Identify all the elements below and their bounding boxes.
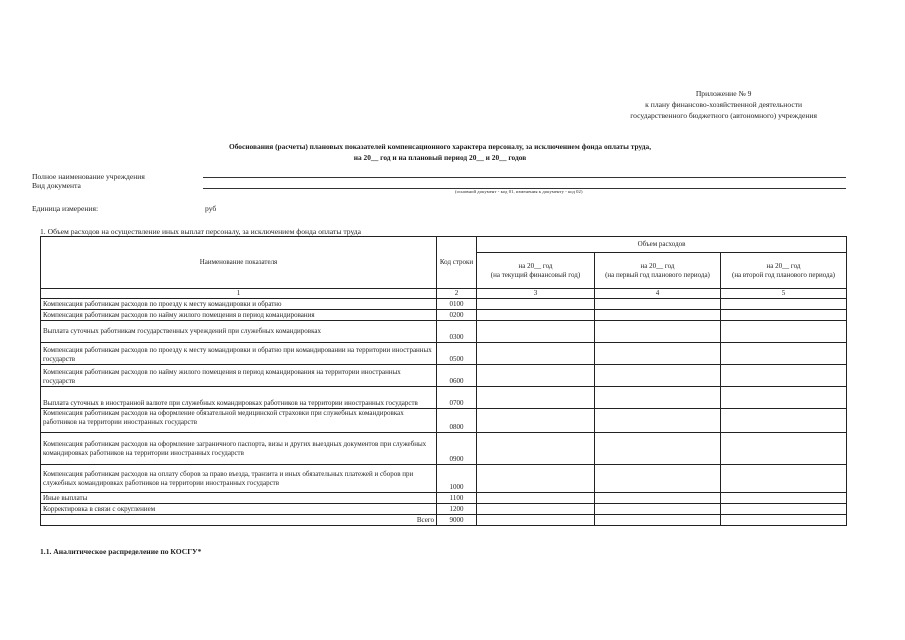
header-col4: на 20__ год (на первый год планового периода) — [595, 253, 721, 289]
cell-col3[interactable] — [477, 343, 595, 365]
row-name: Компенсация работникам расходов по проезду к месту командировки и обратно — [41, 299, 437, 310]
unit-label: Единица измерения: — [32, 204, 99, 213]
row-name: Компенсация работникам расходов по найму жилого помещения в период командирования на территории иностранных государств — [41, 365, 437, 387]
row-name: Выплата суточных работникам государственных учреждений при служебных командировках — [41, 321, 437, 343]
cell-col3[interactable] — [477, 504, 595, 515]
row-name: Компенсация работникам расходов по найму жилого помещения в период командирования — [41, 310, 437, 321]
appendix-line3: государственного бюджетного (автономного) учреждения — [630, 111, 817, 120]
col-number-2: 2 — [437, 289, 477, 299]
cell-col5[interactable] — [721, 343, 847, 365]
doc-type-label: Вид документа — [32, 181, 81, 190]
header-code: Код строки — [437, 237, 477, 289]
cell-col5[interactable] — [721, 299, 847, 310]
cell-col4[interactable] — [595, 493, 721, 504]
row-name: Корректировка в связи с округлением — [41, 504, 437, 515]
cell-col5[interactable] — [721, 433, 847, 465]
row-name: Компенсация работникам расходов на оформление заграничного паспорта, визы и других выездных документов при служебных командировках работников на территории иностранных государств — [41, 433, 437, 465]
col-number-3: 3 — [477, 289, 595, 299]
cell-col3[interactable] — [477, 310, 595, 321]
table-row — [41, 299, 847, 310]
row-code: 0700 — [437, 387, 477, 409]
cell-col4[interactable] — [595, 310, 721, 321]
total-code: 9000 — [437, 515, 477, 526]
table-row — [41, 465, 847, 493]
row-name: Компенсация работникам расходов на оплату сборов за право въезда, транзита и иных обязательных платежей и сборов при служебных командировках работников на территории иностранных государств — [41, 465, 437, 493]
cell-col4[interactable] — [595, 299, 721, 310]
cell-col4[interactable] — [595, 409, 721, 433]
header-name: Наименование показателя — [41, 237, 437, 289]
cell-col3[interactable] — [477, 365, 595, 387]
total-row — [41, 515, 847, 526]
cell-col3[interactable] — [477, 433, 595, 465]
cell-col5[interactable] — [721, 321, 847, 343]
total-label: Всего — [41, 515, 437, 526]
cell-col4[interactable] — [595, 343, 721, 365]
cell-col3[interactable] — [477, 387, 595, 409]
cell-col3[interactable] — [477, 465, 595, 493]
cell-col5[interactable] — [721, 493, 847, 504]
institution-line[interactable] — [203, 177, 846, 178]
cell-col3[interactable] — [477, 409, 595, 433]
doc-type-hint: (основной документ - код 01, изменения к документу - код 02) — [455, 189, 583, 194]
unit-value: руб — [205, 204, 217, 213]
header-volume: Объем расходов — [477, 237, 847, 253]
row-name: Выплата суточных в иностранной валюте при служебных командировках работников на территории иностранных государств — [41, 387, 437, 409]
row-code: 0500 — [437, 343, 477, 365]
row-code: 0800 — [437, 409, 477, 433]
row-code: 1200 — [437, 504, 477, 515]
row-code: 0200 — [437, 310, 477, 321]
row-code: 0300 — [437, 321, 477, 343]
cell-col3[interactable] — [477, 515, 595, 526]
cell-col5[interactable] — [721, 465, 847, 493]
document-title — [150, 141, 730, 163]
appendix-block — [630, 88, 817, 121]
cell-col4[interactable] — [595, 465, 721, 493]
table-row — [41, 433, 847, 465]
cell-col5[interactable] — [721, 310, 847, 321]
cell-col4[interactable] — [595, 387, 721, 409]
row-code: 0900 — [437, 433, 477, 465]
title-line2: на 20__ год и на плановый период 20__ и 20__ годов — [353, 153, 527, 162]
table-row — [41, 504, 847, 515]
table-row — [41, 310, 847, 321]
col-number-4: 4 — [595, 289, 721, 299]
table-row — [41, 409, 847, 433]
cell-col4[interactable] — [595, 504, 721, 515]
table-row — [41, 321, 847, 343]
table-row — [41, 387, 847, 409]
row-name: Иные выплаты — [41, 493, 437, 504]
row-code: 0100 — [437, 299, 477, 310]
section1-title: 1. Объем расходов на осуществление иных выплат персоналу, за исключением фонда оплаты труда — [40, 227, 361, 236]
title-line1: Обоснования (расчеты) плановых показателей компенсационного характера персоналу, за исключением фонда оплаты труда, — [228, 142, 652, 151]
cell-col5[interactable] — [721, 365, 847, 387]
cell-col3[interactable] — [477, 299, 595, 310]
cell-col5[interactable] — [721, 515, 847, 526]
section2-title: 1.1. Аналитическое распределение по КОСГУ* — [40, 547, 202, 556]
expenses-table — [40, 236, 847, 526]
cell-col3[interactable] — [477, 493, 595, 504]
table-row — [41, 343, 847, 365]
table-row — [41, 493, 847, 504]
row-code: 0600 — [437, 365, 477, 387]
cell-col5[interactable] — [721, 504, 847, 515]
col-number-5: 5 — [721, 289, 847, 299]
cell-col4[interactable] — [595, 321, 721, 343]
appendix-number: Приложение № 9 — [695, 89, 752, 98]
cell-col5[interactable] — [721, 409, 847, 433]
institution-label: Полное наименование учреждения — [32, 172, 145, 181]
cell-col4[interactable] — [595, 365, 721, 387]
table-row — [41, 365, 847, 387]
header-col3: на 20__ год (на текущий финансовый год) — [477, 253, 595, 289]
header-col5: на 20__ год (на второй год планового периода) — [721, 253, 847, 289]
cell-col3[interactable] — [477, 321, 595, 343]
cell-col4[interactable] — [595, 515, 721, 526]
row-name: Компенсация работникам расходов по проезду к месту командировки и обратно при командировании на территории иностранных государств — [41, 343, 437, 365]
col-number-1: 1 — [41, 289, 437, 299]
cell-col4[interactable] — [595, 433, 721, 465]
cell-col5[interactable] — [721, 387, 847, 409]
row-name: Компенсация работникам расходов на оформление обязательной медицинской страховки при служебных командировках работников на территории иностранных государств — [41, 409, 437, 433]
row-code: 1000 — [437, 465, 477, 493]
appendix-line2: к плану финансово-хозяйственной деятельности — [645, 100, 803, 109]
row-code: 1100 — [437, 493, 477, 504]
